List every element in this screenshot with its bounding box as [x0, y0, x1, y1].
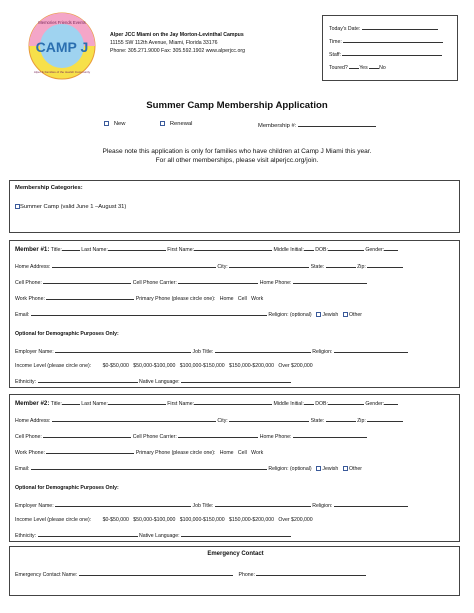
m1-religion2-label: Religion: [312, 349, 333, 355]
m1-cell-phone-field[interactable] [43, 278, 131, 284]
m1-dob-field[interactable] [328, 245, 364, 251]
m1-other-label: Other [349, 312, 362, 318]
m1-middle-initial-label: Middle Initial: [273, 247, 304, 253]
m2-home-address-label: Home Address: [15, 418, 51, 424]
member-2-box [9, 394, 460, 542]
m2-home-phone-field[interactable] [293, 432, 367, 438]
m2-income-2[interactable]: $100,000-$150,000 [179, 517, 225, 523]
m2-city-label: City: [217, 418, 228, 424]
m2-email-field[interactable] [31, 464, 267, 470]
m1-zip-label: Zip: [357, 264, 366, 270]
m1-cell-carrier-field[interactable] [178, 278, 258, 284]
emergency-phone-label: Phone: [238, 572, 255, 578]
m1-last-name-field[interactable] [108, 245, 166, 251]
emergency-name-label: Emergency Contact Name: [15, 572, 78, 578]
membership-categories-box [9, 180, 460, 233]
m2-home-phone-label: Home Phone: [259, 434, 292, 440]
emergency-heading: Emergency Contact [207, 551, 264, 557]
logo-bottom-text: Alper & Families of the Jewish Community [33, 70, 91, 74]
m1-ethnicity-field[interactable] [38, 377, 138, 383]
m1-first-name-field[interactable] [194, 245, 272, 251]
m2-state-label: State: [310, 418, 325, 424]
m2-first-name-field[interactable] [194, 399, 272, 405]
m1-jewish-checkbox[interactable] [316, 312, 321, 317]
m2-middle-initial-label: Middle Initial: [273, 401, 304, 407]
staff-label: Staff: [329, 52, 342, 58]
m1-home-address-field[interactable] [52, 262, 216, 268]
m2-zip-field[interactable] [367, 416, 403, 422]
m1-city-label: City: [217, 264, 228, 270]
m2-dob-field[interactable] [328, 399, 364, 405]
member-2-label: Member #2: [15, 400, 50, 407]
m2-religion2-field[interactable] [334, 501, 408, 507]
m1-email-field[interactable] [31, 310, 267, 316]
m2-work-phone-label: Work Phone: [15, 450, 45, 456]
m1-work-phone-label: Work Phone: [15, 296, 45, 302]
m1-religion2-field[interactable] [334, 347, 408, 353]
m1-income-2[interactable]: $100,000-$150,000 [179, 363, 225, 369]
m2-job-title-label: Job Title: [192, 503, 214, 509]
m1-title-label: Title: [50, 247, 62, 253]
renewal-checkbox[interactable] [160, 121, 165, 126]
m2-other-label: Other [349, 466, 362, 472]
m1-state-field[interactable] [326, 262, 356, 268]
org-address: 11155 SW 112th Avenue, Miami, Florida 33176 [110, 40, 218, 46]
m1-state-label: State: [310, 264, 325, 270]
m2-income-4[interactable]: Over $200,000 [278, 517, 313, 523]
m2-jewish-label: Jewish [322, 466, 339, 472]
m2-city-field[interactable] [229, 416, 309, 422]
m2-optional-heading: Optional for Demographic Purposes Only: [15, 485, 119, 491]
m2-cell-phone-label: Cell Phone: [15, 434, 42, 440]
membership-number-label: Membership #: [258, 123, 297, 129]
m1-first-name-label: First Name: [167, 247, 195, 253]
m2-title-field[interactable] [62, 399, 80, 405]
renewal-label: Renewal [169, 121, 193, 128]
emergency-name-field[interactable] [79, 570, 233, 576]
emergency-contact-box [9, 546, 460, 596]
m2-cell-carrier-field[interactable] [178, 432, 258, 438]
m2-primary-cell[interactable]: Cell [237, 450, 247, 456]
m1-dob-label: DOB: [315, 247, 328, 253]
todays-date-field[interactable] [362, 24, 438, 30]
m2-primary-work[interactable]: Work [251, 450, 264, 456]
member-1-box [9, 240, 460, 388]
org-contact: Phone: 305.271.9000 Fax: 305.592.1902 www.alperjcc.org [110, 48, 245, 54]
m2-work-phone-field[interactable] [46, 448, 134, 454]
m1-primary-work[interactable]: Work [251, 296, 264, 302]
todays-date-label: Today's Date: [329, 26, 361, 32]
time-label: Time: [329, 39, 342, 45]
m1-other-checkbox[interactable] [343, 312, 348, 317]
m2-cell-phone-field[interactable] [43, 432, 131, 438]
m2-religion-label: Religion: (optional) [268, 466, 312, 472]
new-label: New [113, 121, 126, 128]
m2-first-name-label: First Name: [167, 401, 195, 407]
logo-top-text: Memories Friends Events [38, 20, 86, 25]
org-name: Alper JCC Miami on the Jay Morton-Levinthal Campus [110, 32, 244, 38]
m1-cell-carrier-label: Cell Phone Carrier: [132, 280, 177, 286]
camp-j-logo [28, 12, 96, 80]
m2-primary-home[interactable]: Home [219, 450, 234, 456]
m2-cell-carrier-label: Cell Phone Carrier: [132, 434, 177, 440]
m1-primary-home[interactable]: Home [219, 296, 234, 302]
m2-last-name-field[interactable] [108, 399, 166, 405]
member-1-label: Member #1: [15, 246, 50, 253]
m1-employer-field[interactable] [55, 347, 191, 353]
time-field[interactable] [343, 37, 443, 43]
toured-label: Toured? [329, 65, 348, 71]
m1-primary-phone-label: Primary Phone (please circle one): [135, 296, 216, 302]
m1-income-1[interactable]: $50,000-$100,000 [133, 363, 176, 369]
m1-home-phone-field[interactable] [293, 278, 367, 284]
m1-ethnicity-label: Ethnicity: [15, 379, 37, 385]
toured-no-label: No [379, 65, 386, 71]
m2-job-title-field[interactable] [215, 501, 311, 507]
m2-email-label: Email: [15, 466, 30, 472]
m1-last-name-label: Last Name: [81, 247, 108, 253]
m2-income-label: Income Level (please circle one): [15, 517, 92, 523]
m1-income-0[interactable]: $0-$50,000 [102, 363, 129, 369]
m1-city-field[interactable] [229, 262, 309, 268]
m1-income-label: Income Level (please circle one): [15, 363, 92, 369]
m1-optional-heading: Optional for Demographic Purposes Only: [15, 331, 119, 337]
m2-ethnicity-label: Ethnicity: [15, 533, 37, 539]
m2-income-0[interactable]: $0-$50,000 [102, 517, 129, 523]
m1-email-label: Email: [15, 312, 30, 318]
notice-line-2: For all other memberships, please visit alperjcc.org/join. [155, 157, 319, 164]
m2-dob-label: DOB: [315, 401, 328, 407]
m1-employer-label: Employer Name: [15, 349, 54, 355]
m1-home-address-label: Home Address: [15, 264, 51, 270]
categories-heading: Membership Categories: [15, 185, 83, 191]
m1-job-title-label: Job Title: [192, 349, 214, 355]
membership-number-field[interactable] [298, 121, 376, 127]
m1-gender-field[interactable] [384, 245, 398, 251]
toured-no-field[interactable] [369, 63, 379, 69]
m2-ethnicity-field[interactable] [38, 531, 138, 537]
m2-employer-field[interactable] [55, 501, 191, 507]
m2-native-language-label: Native Language: [138, 533, 180, 539]
m2-title-label: Title: [50, 401, 62, 407]
m1-native-language-label: Native Language: [138, 379, 180, 385]
m1-cell-phone-label: Cell Phone: [15, 280, 42, 286]
m1-work-phone-field[interactable] [46, 294, 134, 300]
m2-income-3[interactable]: $150,000-$200,000 [229, 517, 275, 523]
m2-income-1[interactable]: $50,000-$100,000 [133, 517, 176, 523]
m1-native-language-field[interactable] [181, 377, 291, 383]
m2-other-checkbox[interactable] [343, 466, 348, 471]
m1-title-field[interactable] [62, 245, 80, 251]
m1-gender-label: Gender: [365, 247, 385, 253]
m2-gender-label: Gender: [365, 401, 385, 407]
m1-middle-initial-field[interactable] [304, 245, 314, 251]
m1-job-title-field[interactable] [215, 347, 311, 353]
office-use-box [322, 15, 458, 81]
toured-yes-label: Yes [359, 65, 368, 71]
m2-employer-label: Employer Name: [15, 503, 54, 509]
m2-zip-label: Zip: [357, 418, 366, 424]
notice-line-1: Please note this application is only for families who have children at Camp J Miami this year. [102, 148, 372, 155]
m1-zip-field[interactable] [367, 262, 403, 268]
m1-income-4[interactable]: Over $200,000 [278, 363, 313, 369]
logo-main-text: CAMP J [35, 39, 89, 55]
m1-jewish-label: Jewish [322, 312, 339, 318]
m2-home-address-field[interactable] [52, 416, 216, 422]
emergency-phone-field[interactable] [256, 570, 366, 576]
m1-religion-label: Religion: (optional) [268, 312, 312, 318]
m2-primary-phone-label: Primary Phone (please circle one): [135, 450, 216, 456]
new-checkbox[interactable] [104, 121, 109, 126]
m2-middle-initial-field[interactable] [304, 399, 314, 405]
m2-gender-field[interactable] [384, 399, 398, 405]
m1-home-phone-label: Home Phone: [259, 280, 292, 286]
toured-yes-field[interactable] [349, 63, 359, 69]
m2-last-name-label: Last Name: [81, 401, 108, 407]
m2-state-field[interactable] [326, 416, 356, 422]
m2-religion2-label: Religion: [312, 503, 333, 509]
page-title: Summer Camp Membership Application [146, 100, 328, 111]
m1-income-3[interactable]: $150,000-$200,000 [229, 363, 275, 369]
m2-native-language-field[interactable] [181, 531, 291, 537]
summer-camp-label: Summer Camp (valid June 1 –August 31) [20, 204, 127, 211]
m1-primary-cell[interactable]: Cell [237, 296, 247, 302]
staff-field[interactable] [342, 50, 442, 56]
m2-jewish-checkbox[interactable] [316, 466, 321, 471]
